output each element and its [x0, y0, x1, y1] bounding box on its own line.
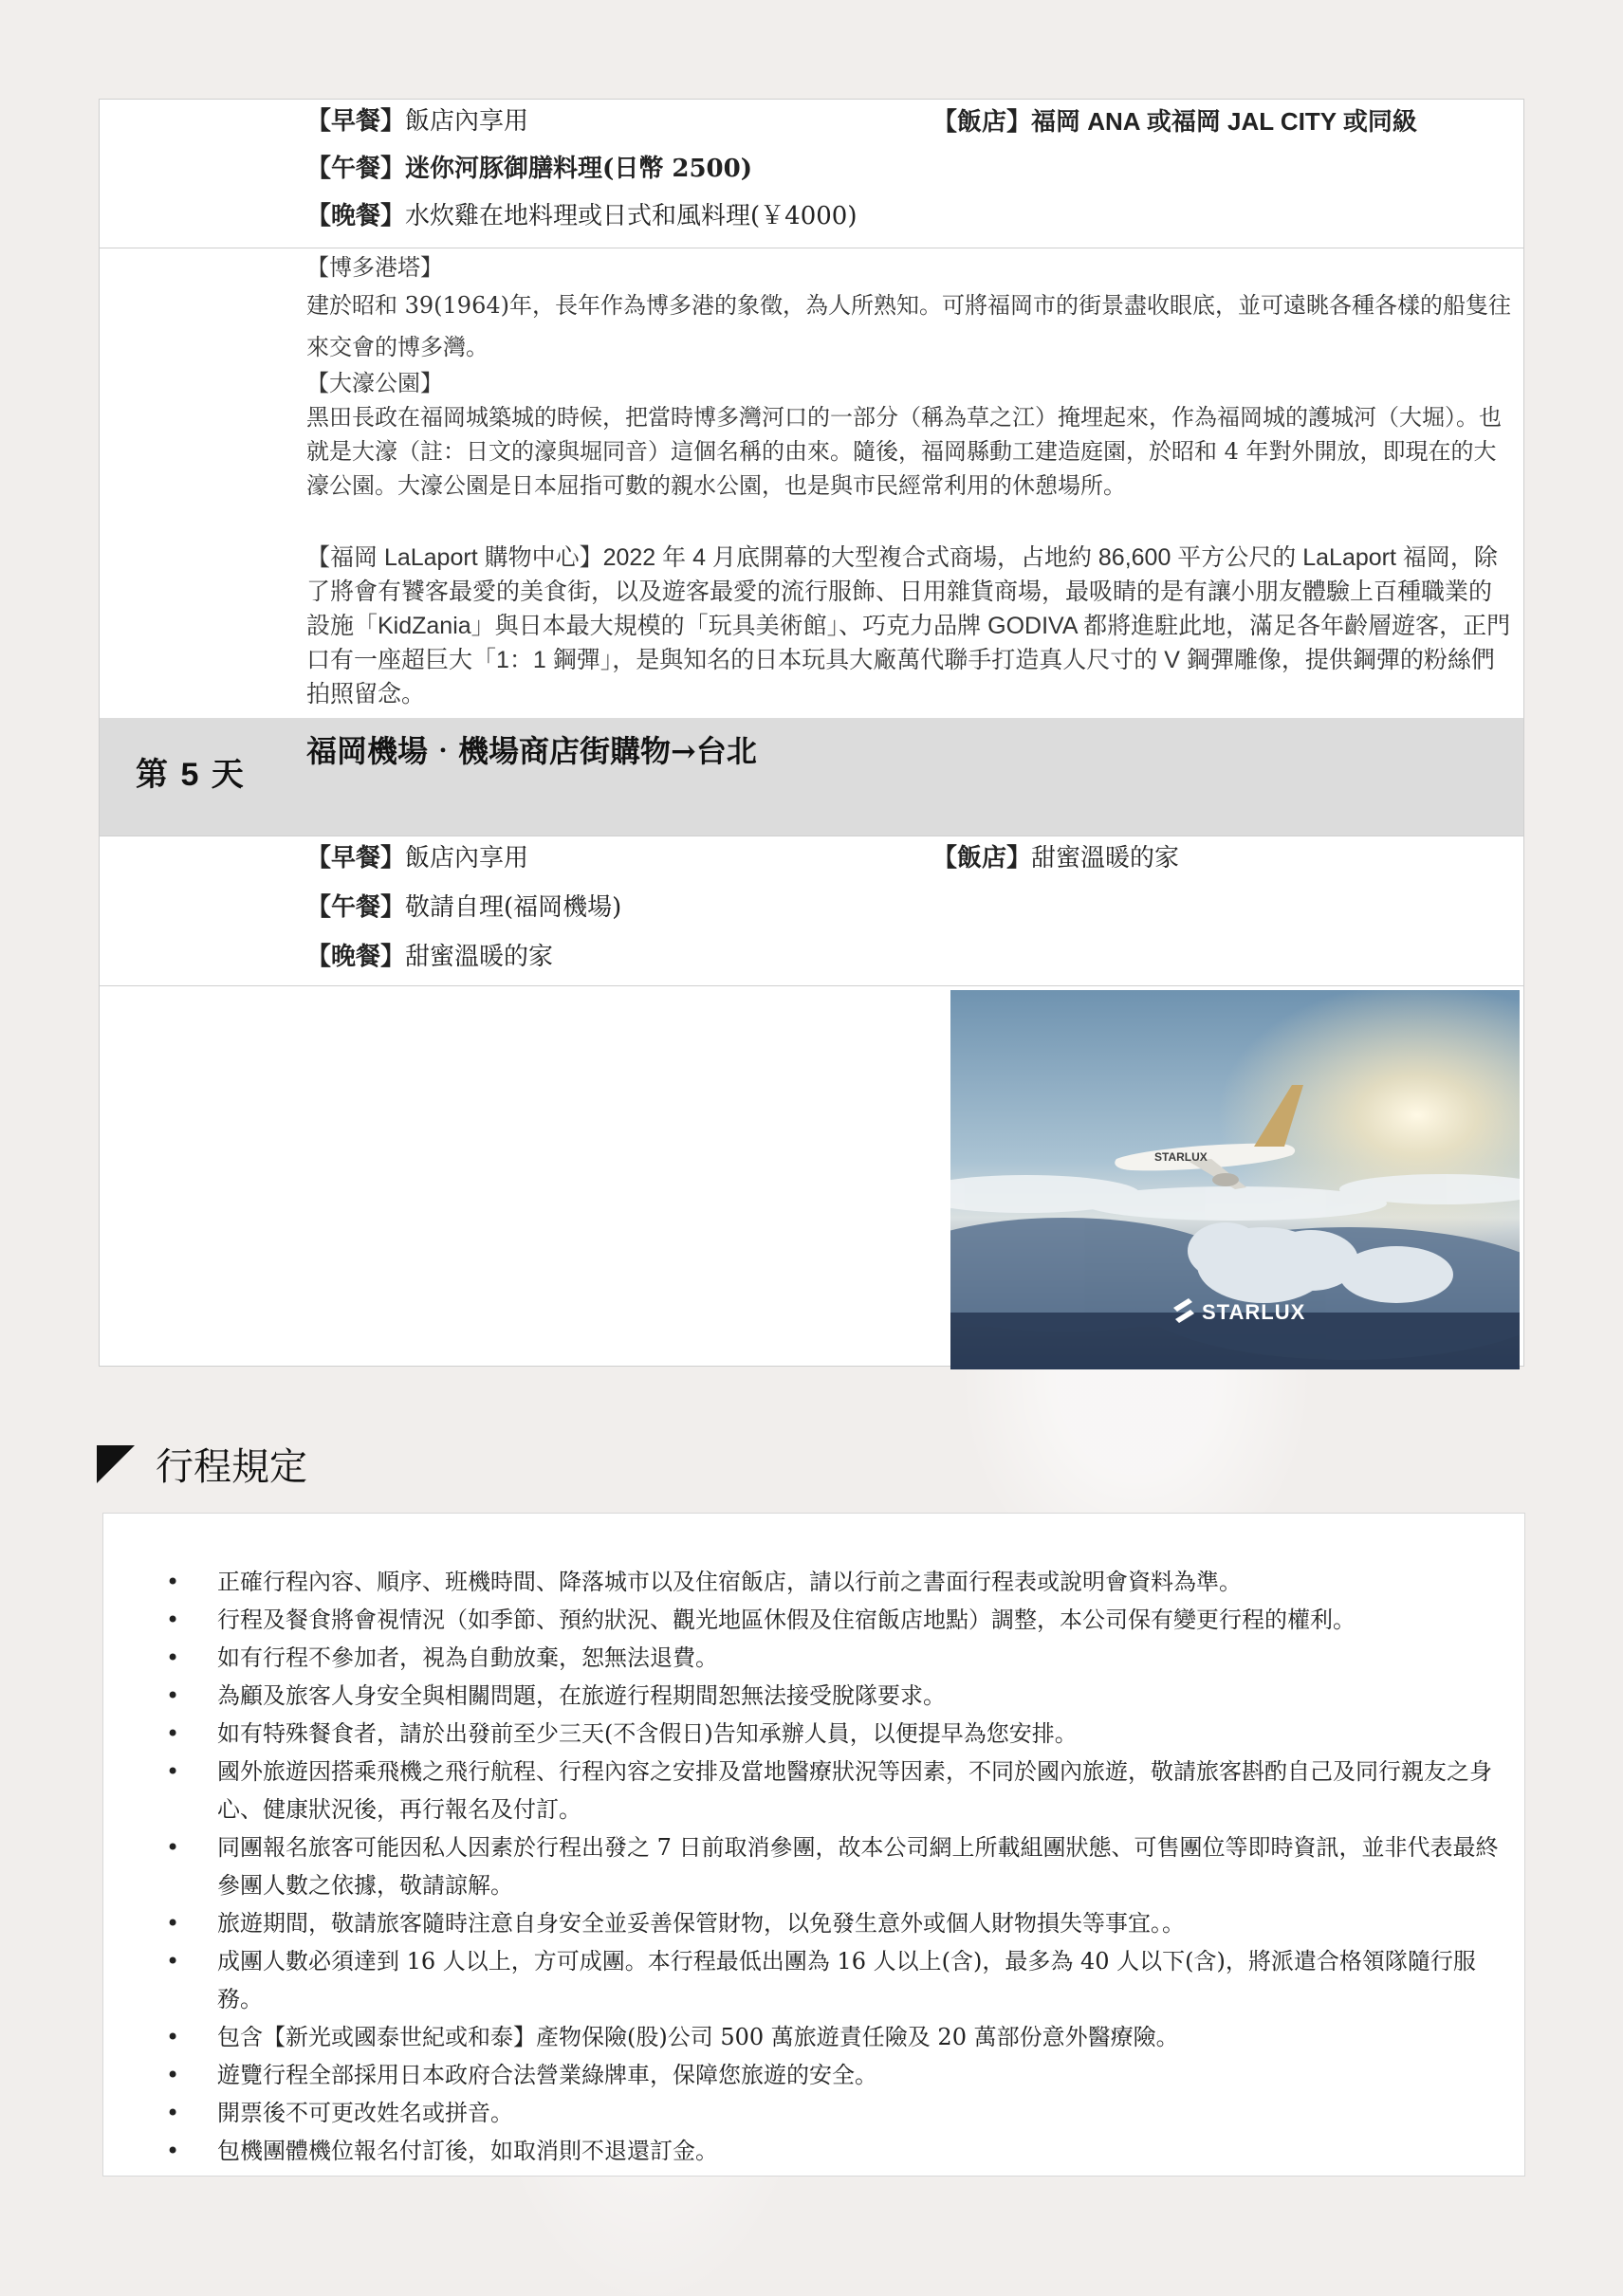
day4-breakfast: [306, 105, 528, 138]
day5-lunch: [306, 891, 621, 924]
day5-meals-row: [100, 836, 1523, 985]
dinner-label: 【晚餐】: [306, 943, 406, 971]
hotel-label: 【飯店】: [932, 844, 1032, 872]
hotel-value: 甜蜜溫暖的家: [1031, 844, 1180, 872]
rules-title: 行程規定: [156, 1445, 307, 1489]
rule-item: • 為顧及旅客人身安全與相關問題，在旅遊行程期間恕無法接受脫隊要求。: [103, 1677, 1524, 1715]
day5-header: [100, 718, 1523, 836]
day-title: 福岡機場‧機場商店街購物→台北: [306, 733, 757, 769]
lunch-label: 【午餐】: [306, 155, 406, 183]
breakfast-label: 【早餐】: [306, 844, 406, 872]
lunch-value: 迷你河豚御膳料理(日幣 2500): [405, 155, 753, 183]
rule-item: • 國外旅遊因搭乘飛機之飛行航程、行程內容之安排及當地醫療狀況等因素，不同於國內旅遊，敬請旅客斟酌自己及同行親友之身心、健康狀況後，再行報名及付訂。: [103, 1753, 1524, 1828]
sight-text: 黑田長政在福岡城築城的時候，把當時博多灣河口的一部分（稱為草之江）掩埋起來，作為福岡城的護城河（大堀）。也就是大濠（註：日文的濠與堀同音）這個名稱的由來。隨後，福岡縣動工建造庭園，於昭和 4 年對外開放，即現在的大濠公園。大濠公園是日本屈指可數的親水公園，也是與市民經常利用的休憩場所。: [306, 404, 1502, 499]
day5-breakfast: [306, 842, 528, 874]
rule-item: • 開票後不可更改姓名或拼音。: [103, 2094, 1524, 2132]
sight-text: 2022 年 4 月底開幕的大型複合式商場，占地約 86,600 平方公尺的 LaLaport 福岡，除了將會有饕客最愛的美食街，以及遊客最愛的流行服飾、日用雜貨商場，最吸睛的是有讓小朋友體驗上百種職業的設施「KidZania」與日本最大規模的「玩具美術館」、巧克力品牌 GODIVA 都將進駐此地，滿足各年齡層遊客，正門口有一座超巨大「1：1 鋼彈」，是與知名的日本玩具大廠萬代聯手打造真人尺寸的 V 鋼彈雕像，提供鋼彈的粉絲們拍照留念。: [306, 544, 1511, 707]
day4-lunch: [306, 153, 752, 185]
breakfast-label: 【早餐】: [306, 107, 406, 136]
rule-item: • 如有行程不參加者，視為自動放棄，恕無法退費。: [103, 1639, 1524, 1677]
hotel-label: 【飯店】: [932, 107, 1032, 136]
breakfast-value: 飯店內享用: [405, 107, 529, 136]
dinner-value: 甜蜜溫暖的家: [405, 943, 554, 971]
rules-heading: [97, 1437, 307, 1491]
starlux-airplane-photo: [950, 990, 1520, 1369]
day4-sights-row: [100, 248, 1523, 718]
rules-box: [102, 1513, 1525, 2177]
rule-item: • 包含【新光或國泰世紀或和泰】產物保險(股)公司 500 萬旅遊責任險及 20 萬部份意外醫療險。: [103, 2018, 1524, 2056]
sight-title: 【福岡 LaLaport 購物中心】: [306, 544, 603, 571]
photo-brand: STARLUX: [1202, 1300, 1306, 1324]
day4-meals-row: [100, 100, 1523, 248]
dinner-label: 【晚餐】: [306, 202, 406, 230]
triangle-icon: [97, 1445, 135, 1483]
day4-hotel: [932, 105, 1417, 138]
day4-dinner: [306, 200, 857, 232]
day-label: 第 5 天: [136, 757, 246, 793]
rule-item: • 同團報名旅客可能因私人因素於行程出發之 7 日前取消參團，故本公司網上所載組團狀態、可售團位等即時資訊，並非代表最終參團人數之依據，敬請諒解。: [103, 1828, 1524, 1904]
rule-item: • 行程及餐食將會視情況（如季節、預約狀況、觀光地區休假及住宿飯店地點）調整，本公司保有變更行程的權利。: [103, 1601, 1524, 1639]
rule-item: • 成團人數必須達到 16 人以上，方可成團。本行程最低出團為 16 人以上(含)，最多為 40 人以下(含)，將派遣合格領隊隨行服務。: [103, 1942, 1524, 2018]
rule-item: • 旅遊期間，敬請旅客隨時注意自身安全並妥善保管財物，以免發生意外或個人財物損失等事宜。。: [103, 1904, 1524, 1942]
sight-title: 【大濠公園】: [306, 370, 443, 396]
itinerary-frame: [99, 99, 1524, 1367]
rule-item: • 正確行程內容、順序、班機時間、降落城市以及住宿飯店，請以行前之書面行程表或說明會資料為準。: [103, 1563, 1524, 1601]
sight-lalaport: [306, 541, 1513, 711]
dinner-value: 水炊雞在地料理或日式和風料理(￥4000): [405, 202, 858, 230]
breakfast-value: 飯店內享用: [405, 844, 529, 872]
rule-item: • 包機團體機位報名付訂後，如取消則不退還訂金。: [103, 2132, 1524, 2170]
day5-hotel: [932, 842, 1179, 874]
rule-item: • 遊覽行程全部採用日本政府合法營業綠牌車，保障您旅遊的安全。: [103, 2056, 1524, 2094]
lunch-value: 敬請自理(福岡機場): [405, 893, 622, 922]
plane-livery-text: STARLUX: [1154, 1150, 1208, 1164]
rule-item: • 如有特殊餐食者，請於出發前至少三天(不含假日)告知承辦人員，以便提早為您安排。: [103, 1715, 1524, 1753]
sight-title: 【博多港塔】: [306, 254, 443, 281]
sight-text: 建於昭和 39(1964)年，長年作為博多港的象徵，為人所熟知。可將福岡市的街景盡收眼底，並可遠眺各種各樣的船隻往來交會的博多灣。: [306, 292, 1511, 360]
day5-dinner: [306, 941, 553, 973]
airplane-illustration: [950, 990, 1520, 1369]
day5-photo-row: [100, 985, 1523, 1368]
lunch-label: 【午餐】: [306, 893, 406, 922]
rules-list: [103, 1563, 1524, 2170]
hotel-value: 福岡 ANA 或福岡 JAL CITY 或同級: [1031, 107, 1417, 136]
